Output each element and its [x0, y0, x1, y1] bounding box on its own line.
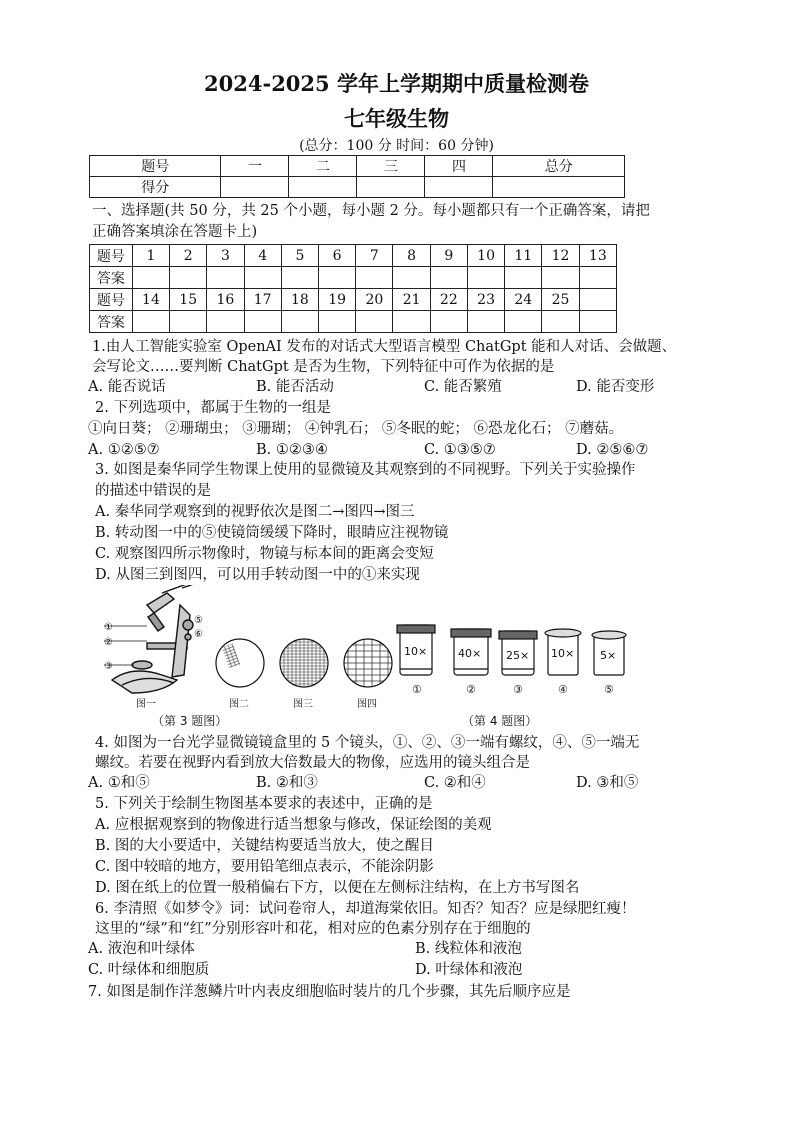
answer-num: 17 [244, 289, 281, 311]
answer-num-label: 题号 [90, 289, 133, 311]
answer-num-row [90, 289, 617, 311]
answer-num: 14 [132, 289, 169, 311]
answer-num-row [90, 245, 617, 267]
answer-num: 21 [393, 289, 430, 311]
answer-cell[interactable] [579, 267, 616, 289]
answer-cell[interactable] [207, 311, 244, 333]
microscope-illustration [112, 585, 200, 693]
q6-option-b[interactable]: B. 线粒体和液泡 [415, 941, 522, 957]
answer-cell[interactable] [244, 267, 281, 289]
answer-cell[interactable] [579, 311, 616, 333]
answer-cell[interactable] [244, 311, 281, 333]
answer-num: 11 [505, 245, 542, 267]
answer-num: 23 [467, 289, 504, 311]
answer-num: 15 [170, 289, 207, 311]
q4-option-b[interactable]: B. ②和③ [256, 775, 318, 791]
figures-q3-q4 [92, 585, 652, 730]
answer-row [90, 311, 617, 333]
answer-cell[interactable] [505, 267, 542, 289]
answer-num: 20 [356, 289, 393, 311]
score-header-cell: 一 [221, 156, 289, 177]
answer-num: 2 [170, 245, 207, 267]
mic-label-3: ③ [104, 661, 113, 672]
lens-1-num: ① [412, 683, 422, 696]
question-3-text: 3. 如图是秦华同学生物课上使用的显微镜及其观察到的不同视野。下列关于实验操作 [95, 462, 636, 478]
q2-option-a[interactable]: A. ①②⑤⑦ [88, 442, 160, 458]
lens-2-num: ② [466, 683, 476, 696]
answer-cell[interactable] [281, 267, 318, 289]
q1-option-c[interactable]: C. 能否繁殖 [424, 379, 502, 395]
score-table [89, 155, 625, 198]
q3-figure-caption: （第 3 题图） [152, 714, 228, 728]
lens-5-num: ⑤ [604, 683, 614, 696]
view-fig2 [216, 639, 264, 687]
answer-cell[interactable] [430, 267, 467, 289]
score-cell[interactable] [289, 177, 357, 198]
score-cell[interactable] [221, 177, 289, 198]
answer-num: 25 [542, 289, 579, 311]
answer-num: 8 [393, 245, 430, 267]
answer-num: 24 [505, 289, 542, 311]
q6-option-d[interactable]: D. 叶绿体和液泡 [415, 962, 523, 978]
fig3-caption: 图三 [293, 699, 313, 710]
q4-option-a[interactable]: A. ①和⑤ [88, 775, 150, 791]
answer-num: 7 [356, 245, 393, 267]
answer-cell[interactable] [281, 311, 318, 333]
mic-label-5: ⑤ [194, 615, 203, 626]
question-4-text: 4. 如图为一台光学显微镜镜盒里的 5 个镜头，①、②、③一端有螺纹，④、⑤一端无 [95, 735, 640, 751]
score-cell[interactable] [357, 177, 425, 198]
exam-meta: (总分：100 分 时间：60 分钟) [299, 138, 494, 154]
q2-option-c[interactable]: C. ①③⑤⑦ [424, 442, 496, 458]
answer-num: 4 [244, 245, 281, 267]
mic-label-4 [200, 585, 209, 586]
question-6-text-cont: 这里的“绿”和“红”分别形容叶和花，相对应的色素分别存在于细胞的 [95, 921, 531, 937]
score-header-cell: 二 [289, 156, 357, 177]
answer-cell[interactable] [505, 311, 542, 333]
answer-num: 6 [319, 245, 356, 267]
q6-option-a[interactable]: A. 液泡和叶绿体 [88, 941, 195, 957]
q1-option-b[interactable]: B. 能否活动 [256, 379, 334, 395]
q3-option-c[interactable]: C. 观察图四所示物像时，物镜与标本间的距离会变短 [95, 546, 434, 562]
q2-option-b[interactable]: B. ①②③④ [256, 442, 328, 458]
lens-2-mag: 40× [458, 647, 482, 660]
q5-option-b[interactable]: B. 图的大小要适中，关键结构要适当放大，使之醒目 [95, 838, 434, 854]
answer-cell[interactable] [170, 267, 207, 289]
q2-option-d[interactable]: D. ②⑤⑥⑦ [576, 442, 649, 458]
answer-label: 答案 [90, 311, 133, 333]
mic-label-6: ⑥ [194, 629, 203, 640]
score-header-row [90, 156, 625, 177]
fig2-caption: 图二 [229, 699, 249, 710]
lens-4-num: ④ [558, 683, 568, 696]
answer-cell[interactable] [132, 311, 169, 333]
q4-option-d[interactable]: D. ③和⑤ [576, 775, 639, 791]
q5-option-a[interactable]: A. 应根据观察到的物像进行适当想象与修改，保证绘图的美观 [95, 817, 492, 833]
lens-3-num: ③ [513, 683, 523, 696]
answer-label: 答案 [90, 267, 133, 289]
q5-option-d[interactable]: D. 图在纸上的位置一般稍偏右下方，以便在左侧标注结构，在上方书写图名 [95, 880, 580, 896]
q3-option-b[interactable]: B. 转动图一中的⑤使镜筒缓缓下降时，眼睛应注视物镜 [95, 525, 449, 541]
fig1-caption: 图一 [136, 699, 156, 710]
answer-cell[interactable] [170, 311, 207, 333]
question-5-text: 5. 下列关于绘制生物图基本要求的表述中，正确的是 [95, 796, 433, 812]
question-1-text-cont: 会写论文……要判断 ChatGpt 是否为生物，下列特征中可作为依据的是 [92, 359, 555, 375]
q3-option-a[interactable]: A. 秦华同学观察到的视野依次是图二→图四→图三 [95, 504, 415, 520]
answer-num: 10 [467, 245, 504, 267]
answer-num: 1 [132, 245, 169, 267]
lens-1-mag: 10× [404, 645, 428, 658]
answer-cell[interactable] [356, 311, 393, 333]
lens-3-mag: 25× [506, 649, 530, 662]
section1-instructions-cont: 正确答案填涂在答题卡上) [92, 224, 258, 240]
section1-instructions: 一、选择题(共 50 分，共 25 个小题，每小题 2 分。每小题都只有一个正确答案，请把 [92, 203, 650, 219]
mic-label-1: ① [104, 622, 113, 633]
answer-num: 5 [281, 245, 318, 267]
answer-num [579, 289, 616, 311]
score-header-cell: 三 [357, 156, 425, 177]
exam-title: 2024-2025 学年上学期期中质量检测卷 [204, 71, 589, 96]
answer-cell[interactable] [393, 311, 430, 333]
score-header-cell: 总分 [493, 156, 625, 177]
answer-cell[interactable] [467, 267, 504, 289]
question-1-text: 1.由人工智能实验室 OpenAI 发布的对话式大型语言模型 ChatGpt 能和人对话、会做题、 [92, 339, 677, 355]
answer-cell[interactable] [132, 267, 169, 289]
answer-cell[interactable] [542, 267, 579, 289]
q4-option-c[interactable]: C. ②和④ [424, 775, 486, 791]
score-row [90, 177, 625, 198]
lens-5-mag: 5× [600, 649, 617, 662]
q6-option-c[interactable]: C. 叶绿体和细胞质 [88, 962, 210, 978]
answer-table [89, 244, 617, 333]
q1-option-d[interactable]: D. 能否变形 [576, 379, 655, 395]
answer-cell[interactable] [319, 311, 356, 333]
question-6-text: 6. 李清照《如梦令》词：试问卷帘人，却道海棠依旧。知否？知否？应是绿肥红瘦！ [95, 901, 636, 917]
answer-num: 12 [542, 245, 579, 267]
answer-num-label: 题号 [90, 245, 133, 267]
question-2-items: ①向日葵； ②珊瑚虫； ③珊瑚； ④钟乳石； ⑤冬眠的蛇； ⑥恐龙化石； ⑦蘑菇。 [88, 421, 624, 437]
mic-label-2: ② [104, 637, 113, 648]
answer-cell[interactable] [467, 311, 504, 333]
view-fig4 [344, 639, 392, 687]
answer-cell[interactable] [430, 311, 467, 333]
score-cell[interactable] [425, 177, 493, 198]
answer-cell[interactable] [356, 267, 393, 289]
answer-num: 16 [207, 289, 244, 311]
q5-option-c[interactable]: C. 图中较暗的地方，要用铅笔细点表示，不能涂阴影 [95, 859, 434, 875]
answer-num: 22 [430, 289, 467, 311]
view-fig3 [280, 639, 328, 687]
q4-figure-caption: （第 4 题图） [462, 714, 538, 728]
exam-subtitle: 七年级生物 [344, 106, 449, 131]
score-header-cell: 题号 [90, 156, 221, 177]
answer-num: 19 [319, 289, 356, 311]
q1-option-a[interactable]: A. 能否说话 [88, 379, 166, 395]
question-7-text: 7. 如图是制作洋葱鳞片叶内表皮细胞临时装片的几个步骤，其先后顺序应是 [88, 984, 571, 1000]
answer-cell[interactable] [542, 311, 579, 333]
lens-4-mag: 10× [551, 647, 575, 660]
answer-cell[interactable] [319, 267, 356, 289]
score-header-cell: 四 [425, 156, 493, 177]
answer-num: 13 [579, 245, 616, 267]
answer-cell[interactable] [207, 267, 244, 289]
score-cell[interactable] [493, 177, 625, 198]
q3-option-d[interactable]: D. 从图三到图四，可以用手转动图一中的①来实现 [95, 567, 420, 583]
answer-num: 9 [430, 245, 467, 267]
fig4-caption: 图四 [357, 699, 377, 710]
question-4-text-cont: 螺纹。若要在视野内看到放大倍数最大的物像，应选用的镜头组合是 [95, 755, 530, 771]
question-2-text: 2. 下列选项中，都属于生物的一组是 [95, 400, 331, 416]
answer-num: 3 [207, 245, 244, 267]
score-row-label: 得分 [90, 177, 221, 198]
answer-row [90, 267, 617, 289]
answer-num: 18 [281, 289, 318, 311]
answer-cell[interactable] [393, 267, 430, 289]
question-3-text-cont: 的描述中错误的是 [95, 483, 211, 499]
